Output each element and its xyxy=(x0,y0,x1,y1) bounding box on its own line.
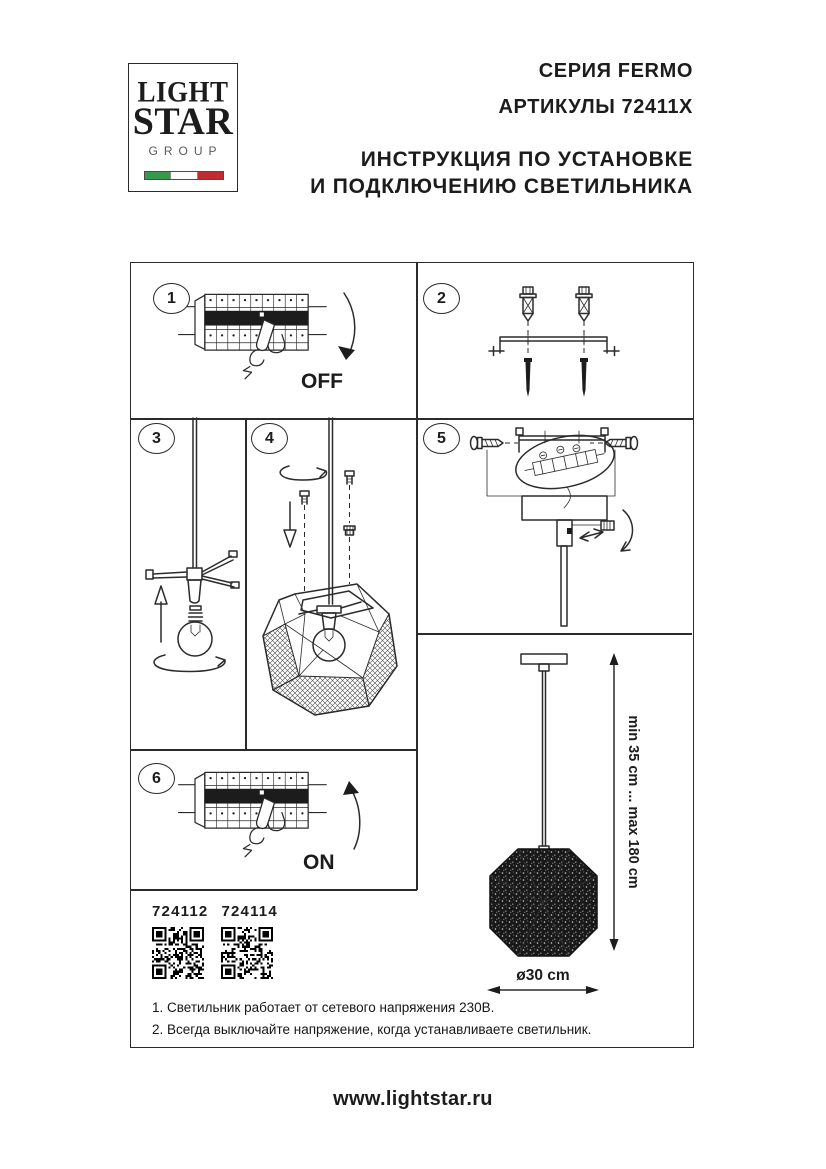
arrow-head-down xyxy=(610,939,619,951)
arrow-head-right xyxy=(586,986,599,994)
flag-green-segment xyxy=(145,172,170,179)
qr-column xyxy=(221,903,277,979)
flag-red-segment xyxy=(198,172,223,179)
polyhedral-shade-icon xyxy=(263,584,397,715)
instruction-title-line1: ИНСТРУКЦИЯ ПО УСТАНОВКЕ xyxy=(360,148,693,171)
flag-white-segment xyxy=(170,172,197,179)
articles-title: АРТИКУЛЫ 72411X xyxy=(498,96,693,118)
arm-cap xyxy=(146,570,153,579)
logo-text-group: GROUP xyxy=(148,144,223,159)
step-6-badge: 6 xyxy=(138,763,175,794)
off-label: OFF xyxy=(301,370,343,393)
diameter-dimension xyxy=(487,967,599,994)
suspension-rod xyxy=(329,418,333,604)
instruction-title xyxy=(310,146,693,201)
height-range-label: min 35 cm ... max 180 cm xyxy=(625,715,641,889)
italian-flag-icon xyxy=(144,171,224,180)
step-5-badge: 5 xyxy=(423,423,460,454)
circuit-breaker-icon xyxy=(179,294,327,378)
pendant-shade-icon xyxy=(490,849,597,956)
screw-icon xyxy=(524,358,532,397)
note-line: 2. Всегда выключайте напряжение, когда устанавливаете светильник. xyxy=(152,1022,592,1038)
arrow-head xyxy=(343,781,359,795)
diameter-label: ø30 cm xyxy=(516,967,570,984)
qr-code xyxy=(221,927,273,979)
step-1-badge: 1 xyxy=(153,283,190,314)
suspension-rod xyxy=(193,418,197,568)
instruction-title-line2: И ПОДКЛЮЧЕНИЮ СВЕТИЛЬНИКА xyxy=(310,175,693,199)
step6-power-on-diagram xyxy=(131,749,416,889)
header-titles xyxy=(310,60,693,201)
lamp-socket xyxy=(188,580,201,603)
rotate-arrow-icon xyxy=(280,466,326,480)
logo-text-star: STAR xyxy=(132,100,234,144)
bracket-end-marks xyxy=(489,347,619,356)
step3-bulb-installation-diagram xyxy=(131,418,245,749)
light-bulb-icon xyxy=(178,606,212,656)
mount-screw-icon xyxy=(471,437,519,450)
qr-code xyxy=(152,927,204,979)
arrow-head xyxy=(338,346,355,360)
bracket-hole-marks xyxy=(528,333,584,345)
mounting-bracket-icon xyxy=(500,337,607,353)
product-qr-codes xyxy=(152,903,278,979)
step-4-badge: 4 xyxy=(251,423,288,454)
safety-notes xyxy=(152,997,591,1042)
step-3-badge: 3 xyxy=(138,423,175,454)
step-2-badge: 2 xyxy=(423,283,460,314)
bracket-tab xyxy=(601,428,608,435)
ceiling-canopy xyxy=(521,654,567,664)
screw-icon xyxy=(580,358,588,397)
on-label: ON xyxy=(303,851,335,874)
suspension-rod xyxy=(561,546,567,626)
double-arrow-icon xyxy=(580,529,603,541)
website-url: www.lightstar.ru xyxy=(333,1088,493,1110)
series-title: СЕРИЯ FERMO xyxy=(538,60,693,82)
nut-icon xyxy=(344,526,355,584)
arrow-head-left xyxy=(487,986,500,994)
set-screw-icon xyxy=(572,521,614,530)
down-arrow-head xyxy=(284,530,296,547)
logo-text-light: LIGHT xyxy=(137,75,229,109)
circuit-breaker-icon xyxy=(179,772,327,856)
note-line: 1. Светильник работает от сетевого напряжения 230В. xyxy=(152,1000,495,1015)
lightstar-logo xyxy=(128,63,238,192)
article-code-label: 724112 xyxy=(152,903,209,920)
qr-column xyxy=(152,903,208,979)
arrow-head-up xyxy=(610,653,619,665)
canopy-stem xyxy=(539,664,549,671)
set-screw-hole xyxy=(567,528,572,534)
curved-arrow-up-icon xyxy=(352,791,360,849)
hub xyxy=(187,568,202,580)
suspension-rod xyxy=(543,671,546,846)
step5-canopy-mounting-diagram xyxy=(417,418,691,633)
rotate-arrow-icon xyxy=(154,655,225,672)
screw-icon xyxy=(345,471,354,523)
bracket-tab xyxy=(516,428,523,435)
height-dimension xyxy=(610,653,642,951)
article-code-label: 724114 xyxy=(221,903,278,920)
screw-icon xyxy=(300,491,309,593)
step4-shade-assembly-diagram xyxy=(245,418,417,749)
curved-arrow-down-icon xyxy=(344,293,355,349)
instruction-diagram-board xyxy=(130,262,694,1048)
step2-mounting-hardware-diagram xyxy=(417,263,691,418)
rotate-arrow-icon xyxy=(621,510,633,551)
pendant-dimensions-diagram xyxy=(417,633,691,1049)
divider xyxy=(131,889,417,891)
